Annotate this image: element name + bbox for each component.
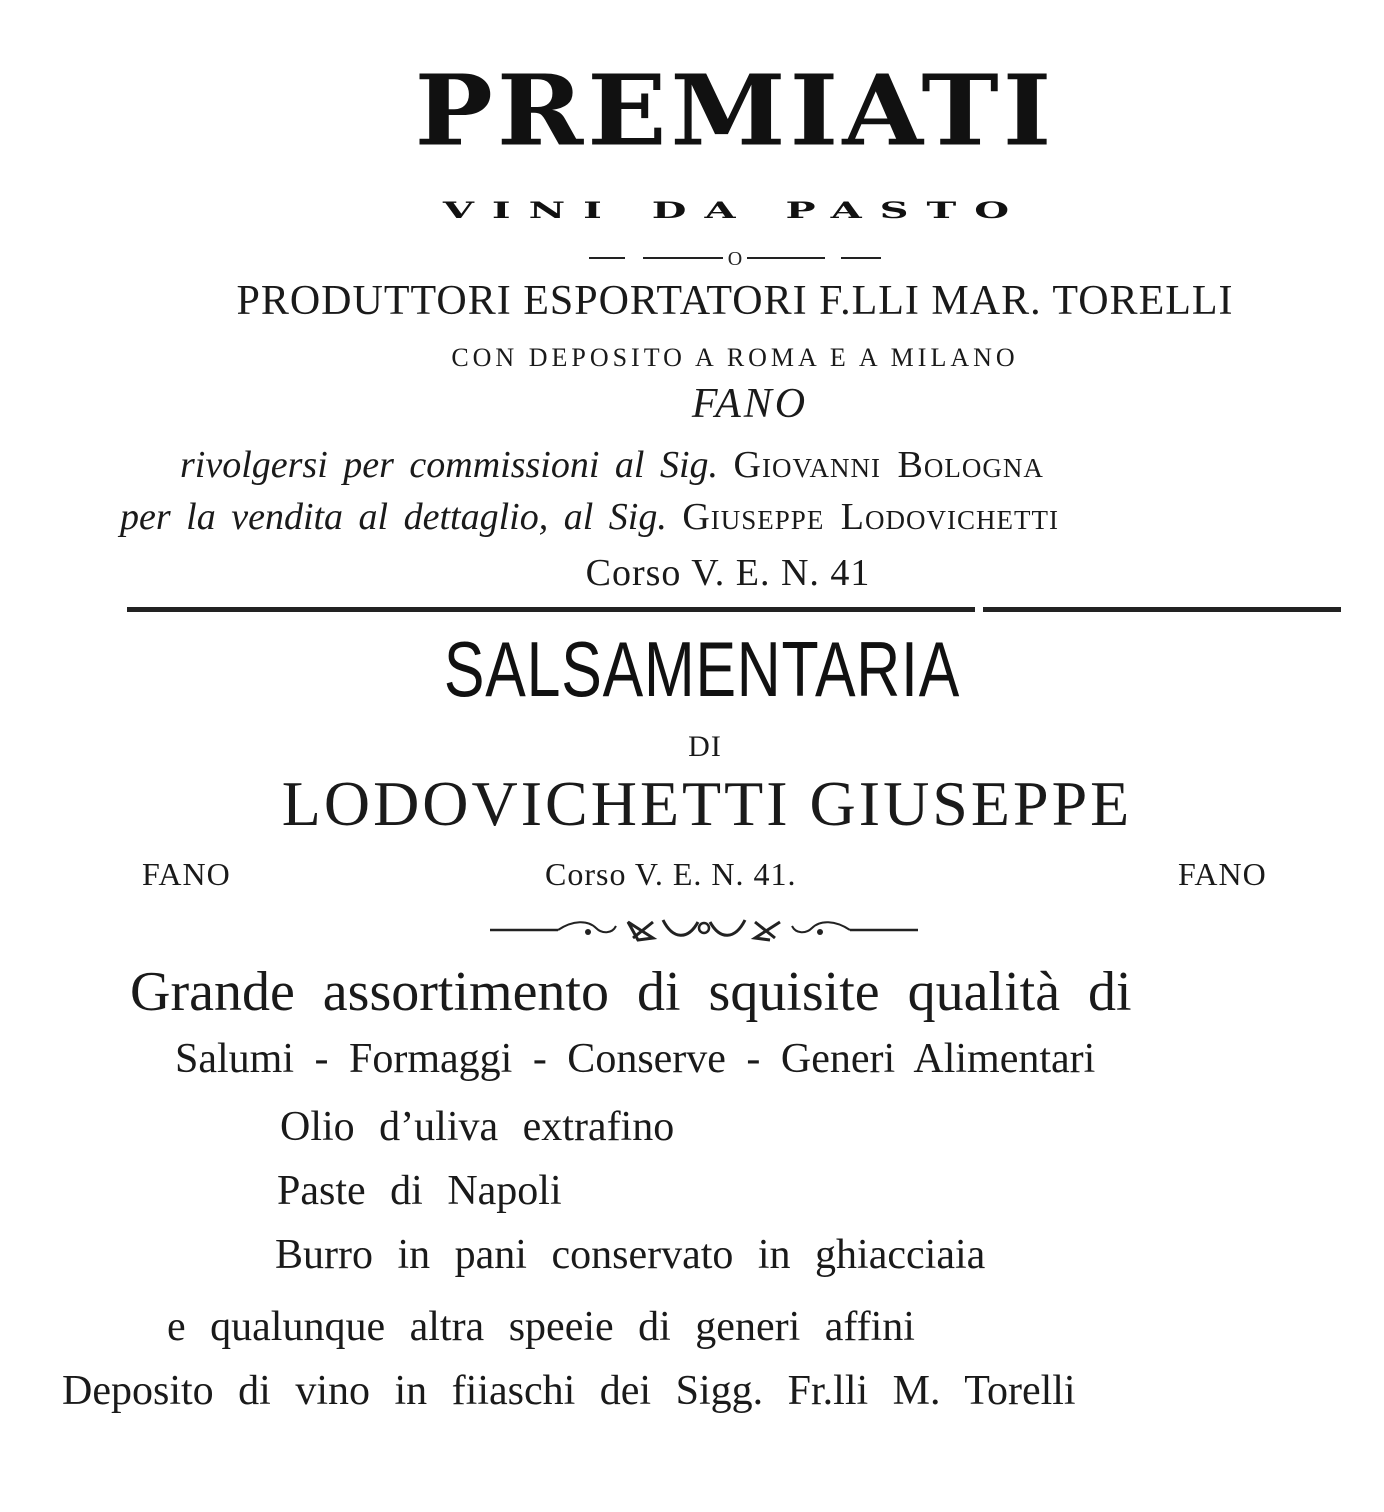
products-line: Salumi - Formaggi - Conserve - Generi Alimentari bbox=[175, 1036, 1096, 1082]
product-item: Olio d’uliva extrafino bbox=[280, 1104, 675, 1150]
flourish-ornament-icon bbox=[488, 910, 920, 946]
orders-contact-name: Giovanni Bologna bbox=[733, 444, 1044, 486]
retail-contact-name: Giuseppe Lodovichetti bbox=[682, 496, 1059, 538]
deposits-line: CON DEPOSITO A ROMA E A MILANO bbox=[451, 343, 1019, 372]
retail-phrase: per la vendita al dettaglio, al Sig. bbox=[120, 496, 667, 538]
shop-type-salsamentaria: SALSAMENTARIA bbox=[443, 625, 961, 713]
wine-deposit-line: Deposito di vino in fiiaschi dei Sigg. Fr.lli M. Torelli bbox=[62, 1368, 1076, 1414]
rule-ornament-icon bbox=[585, 246, 885, 268]
city-right: FANO bbox=[1178, 856, 1267, 892]
wine-address: Corso V. E. N. 41 bbox=[585, 552, 871, 594]
assortment-line: Grande assortimento di squisite qualità di bbox=[130, 961, 1132, 1023]
owner-name: LODOVICHETTI GIUSEPPE bbox=[281, 768, 1133, 839]
city-fano: FANO bbox=[691, 381, 809, 427]
section-divider bbox=[127, 606, 1341, 614]
retail-contact-line bbox=[120, 498, 1352, 536]
orders-contact-line bbox=[180, 446, 1290, 484]
ornament-o-text: O bbox=[727, 248, 743, 268]
orders-phrase: rivolgersi per commissioni al Sig. bbox=[180, 444, 719, 486]
product-item: Burro in pani conservato in ghiacciaia bbox=[275, 1232, 986, 1278]
headline-premiati: PREMIATI bbox=[414, 52, 1056, 169]
other-goods-line: e qualunque altra speeie di generi affini bbox=[167, 1304, 915, 1350]
product-item: Paste di Napoli bbox=[277, 1168, 562, 1214]
city-left: FANO bbox=[142, 856, 231, 892]
word-di: DI bbox=[688, 730, 722, 763]
subhead-vini-da-pasto: VINI DA PASTO bbox=[442, 197, 1028, 224]
deli-address: Corso V. E. N. 41. bbox=[545, 856, 797, 892]
producers-line: PRODUTTORI ESPORTATORI F.LLI MAR. TORELLI bbox=[236, 278, 1234, 324]
